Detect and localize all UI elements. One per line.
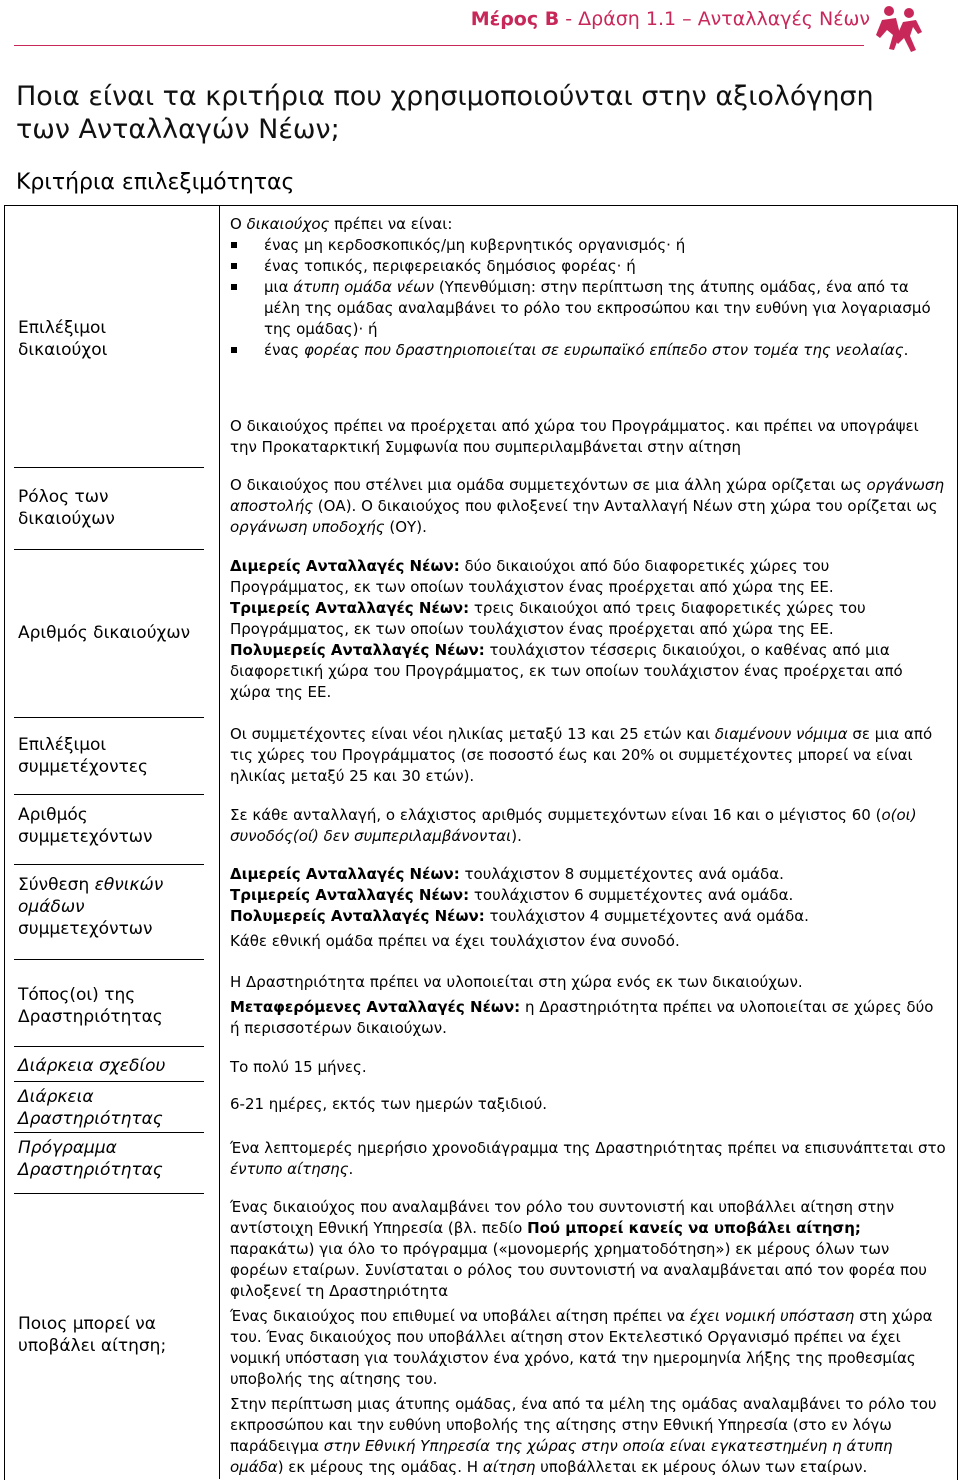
label-eligible-participants: Επιλέξιμοι συμμετέχοντες bbox=[18, 735, 148, 777]
content-number-of-beneficiaries bbox=[230, 556, 946, 703]
row-divider bbox=[14, 864, 204, 865]
list-item: ένας μη κερδοσκοπικός/μη κυβερνητικός οργανισμός· ή bbox=[230, 235, 946, 256]
list-item: Διμερείς Ανταλλαγές Νέων: δύο δικαιούχοι από δύο διαφορετικές χώρες του Προγράμματος, εκ των οποίων τουλάχιστον ένας προέρχεται από χώρα της ΕΕ. bbox=[230, 557, 834, 596]
header-program: Ανταλλαγές Νέων bbox=[697, 8, 870, 30]
label-number-of-beneficiaries: Αριθμός δικαιούχων bbox=[18, 623, 191, 643]
eligible-intro: Ο δικαιούχος πρέπει να είναι: bbox=[230, 215, 453, 233]
youth-in-action-logo-icon bbox=[876, 4, 922, 54]
row-divider bbox=[14, 467, 204, 468]
label-activity-duration: Διάρκεια Δραστηριότητας bbox=[18, 1087, 163, 1129]
label-activity-programme: Πρόγραμμα Δραστηριότητας bbox=[18, 1138, 163, 1180]
row-divider bbox=[14, 1081, 204, 1082]
label-design-duration: Διάρκεια σχεδίου bbox=[18, 1056, 166, 1076]
content-eligible-beneficiaries bbox=[230, 214, 946, 361]
running-header: Μέρος Β - Δράση 1.1 – Ανταλλαγές Νέων bbox=[470, 8, 870, 30]
content-design-duration: Το πολύ 15 μήνες. bbox=[230, 1058, 367, 1076]
header-part: Μέρος Β bbox=[470, 8, 560, 30]
row-divider bbox=[14, 1132, 204, 1133]
row-divider bbox=[14, 549, 204, 550]
row-divider bbox=[14, 1046, 204, 1047]
page-title: Ποια είναι τα κριτήρια που χρησιμοποιούνται στην αξιολόγηση των Ανταλλαγών Νέων; bbox=[16, 81, 874, 145]
content-number-of-participants: Σε κάθε ανταλλαγή, ο ελάχιστος αριθμός συμμετεχόντων είναι 16 και ο μέγιστος 60 (ο(οι) συνοδός(οί) δεν συμπεριλαμβάνονται). bbox=[230, 806, 917, 845]
label-role-of-beneficiaries: Ρόλος των δικαιούχων bbox=[18, 487, 115, 529]
content-eligible-participants: Οι συμμετέχοντες είναι νέοι ηλικίας μεταξύ 13 και 25 ετών και διαμένουν νόμιμα σε μια από τις χώρες του Προγράμματος (σε ποσοστό έως και 20% οι συμμετέχοντες μπορεί να είναι ηλικίας μεταξύ 25 και 30 ετών). bbox=[230, 725, 933, 785]
row-divider bbox=[14, 794, 204, 795]
header-rule bbox=[14, 45, 864, 46]
list-item: ένας τοπικός, περιφερειακός δημόσιος φορέας· ή bbox=[230, 256, 946, 277]
list-item: ένας φορέας που δραστηριοποιείται σε ευρωπαϊκό επίπεδο στον τομέα της νεολαίας. bbox=[230, 340, 946, 361]
paragraph: Στην περίπτωση μιας άτυπης ομάδας, ένα από τα μέλη της ομάδας αναλαμβάνει το ρόλο του εκπροσώπου και την ευθύνη υποβολής της αίτησης στην Εθνική Υπηρεσία (στο εν λόγω παράδειγμα στην Εθνική Υπηρεσία της χώρας στην οποία είναι εγκατεστημένη η άτυπη ομάδα) εκ μέρους της ομάδας. Η αίτηση υποβάλλεται εκ μέρους όλων των εταίρων. bbox=[230, 1395, 937, 1476]
content-activity-duration: 6-21 ημέρες, εκτός των ημερών ταξιδιού. bbox=[230, 1095, 548, 1113]
content-eligible-beneficiaries-note: Ο δικαιούχος πρέπει να προέρχεται από χώρα του Προγράμματος. και πρέπει να υπογράψει την Προκαταρκτική Συμφωνία που συμπεριλαμβάνεται στην αίτηση bbox=[230, 417, 919, 456]
label-composition-national-groups: Σύνθεση εθνικών ομάδων συμμετεχόντων bbox=[18, 875, 164, 939]
paragraph: Ένας δικαιούχος που επιθυμεί να υποβάλει αίτηση πρέπει να έχει νομική υπόσταση στη χώρα του. Ένας δικαιούχος που υποβάλλει αίτηση στον Εκτελεστικό Οργανισμό πρέπει να έχει νομική υπόσταση για τουλάχιστον ένα χρόνο, κατά την ημερομηνία λήξης της προθεσμίας υποβολής της αίτησης του. bbox=[230, 1307, 933, 1388]
content-composition bbox=[230, 864, 946, 952]
list-item: Πολυμερείς Ανταλλαγές Νέων: τουλάχιστον 4 συμμετέχοντες ανά ομάδα. bbox=[230, 907, 809, 925]
label-eligible-beneficiaries: Επιλέξιμοι δικαιούχοι bbox=[18, 318, 108, 360]
label-number-of-participants: Αριθμός συμμετεχόντων bbox=[18, 805, 153, 847]
list-item: Πολυμερείς Ανταλλαγές Νέων: τουλάχιστον τέσσερις δικαιούχοι, ο καθένας από μια διαφορετική χώρα του Προγράμματος, εκ των οποίων τουλάχιστον ένας προέρχεται από χώρα της ΕΕ. bbox=[230, 641, 903, 701]
column-divider bbox=[219, 205, 220, 1479]
section-heading: Κριτήρια επιλεξιμότητας bbox=[16, 170, 295, 195]
content-activity-programme: Ένα λεπτομερές ημερήσιο χρονοδιάγραμμα της Δραστηριότητας πρέπει να επισυνάπτεται στο έντυπο αίτησης. bbox=[230, 1139, 946, 1178]
content-venue: Η Δραστηριότητα πρέπει να υλοποιείται στη χώρα ενός εκ των δικαιούχων. Μεταφερόμενες Ανταλλαγές Νέων: η Δραστηριότητα πρέπει να υλοποιείται σε χώρες δύο ή περισσοτέρων δικαιούχων. bbox=[230, 973, 934, 1037]
paragraph: Ένας δικαιούχος που αναλαμβάνει τον ρόλο του συντονιστή και υποβάλλει αίτηση στην αντίστοιχη Εθνική Υπηρεσία (βλ. πεδίο Πού μπορεί κανείς να υποβάλει αίτηση; παρακάτω) για όλο το πρόγραμμα («μονομερής χρηματοδότηση») εκ μέρους όλων των φορέων εταίρων. Συνίσταται ο ρόλος του συντονιστή να αναλαμβάνεται από τον φορέα που φιλοξενεί τη Δραστηριότητα bbox=[230, 1198, 927, 1300]
label-who-can-apply: Ποιος μπορεί να υποβάλει αίτηση; bbox=[18, 1314, 167, 1356]
row-divider bbox=[14, 717, 204, 718]
content-role-of-beneficiaries: Ο δικαιούχος που στέλνει μια ομάδα συμμετεχόντων σε μια άλλη χώρα ορίζεται ως οργάνωση αποστολής (ΟΑ). Ο δικαιούχος που φιλοξενεί την Ανταλλαγή Νέων στη χώρα του ορίζεται ως οργάνωση υποδοχής (ΟΥ). bbox=[230, 476, 944, 536]
list-item: μια άτυπη ομάδα νέων (Υπενθύμιση: στην περίπτωση της άτυπης ομάδας, ένα από τα μέλη της ομάδας αναλαμβάνει το ρόλο του εκπροσώπου και την ευθύνη για λογαριασμό της ομάδας)· ή bbox=[230, 277, 946, 340]
header-action: Δράση 1.1 bbox=[578, 8, 677, 30]
content-who-can-apply bbox=[230, 1197, 946, 1478]
list-item: Τριμερείς Ανταλλαγές Νέων: τουλάχιστον 6 συμμετέχοντες ανά ομάδα. bbox=[230, 886, 794, 904]
list-item: Κάθε εθνική ομάδα πρέπει να έχει τουλάχιστον ένα συνοδό. bbox=[230, 932, 680, 950]
list-item: Τριμερείς Ανταλλαγές Νέων: τρεις δικαιούχοι από τρεις διαφορετικές χώρες του Προγράμματος, εκ των οποίων τουλάχιστον ένας προέρχεται από χώρα της ΕΕ. bbox=[230, 599, 866, 638]
label-venue: Τόπος(οι) της Δραστηριότητας bbox=[18, 985, 163, 1027]
row-divider bbox=[14, 959, 204, 960]
list-item: Διμερείς Ανταλλαγές Νέων: τουλάχιστον 8 συμμετέχοντες ανά ομάδα. bbox=[230, 865, 784, 883]
row-divider bbox=[14, 1193, 204, 1194]
